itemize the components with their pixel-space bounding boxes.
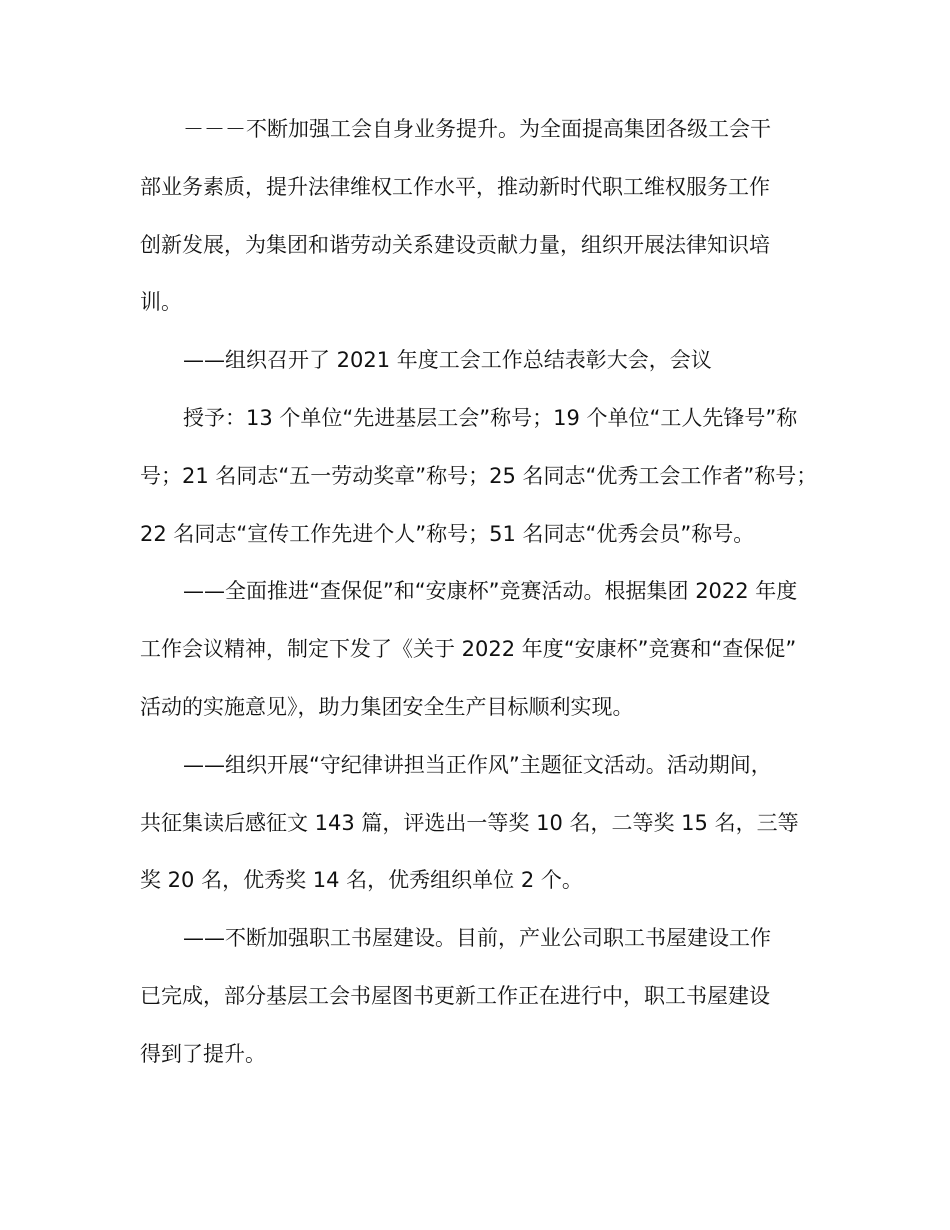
text-line-17: 得到了提升。 bbox=[140, 1041, 266, 1066]
text-line-3: 创新发展，为集团和谐劳动关系建设贡献力量，组织开展法律知识培 bbox=[140, 232, 770, 257]
text-line-14: 奖 20 名，优秀奖 14 名，优秀组织单位 2 个。 bbox=[140, 868, 583, 893]
text-line-15: ——不断加强职工书屋建设。目前，产业公司职工书屋建设工作 bbox=[183, 926, 771, 951]
text-line-13: 共征集读后感征文 143 篇，评选出一等奖 10 名，二等奖 15 名，三等 bbox=[140, 810, 799, 835]
text-line-6: 授予：13 个单位“先进基层工会”称号；19 个单位“工人先锋号”称 bbox=[183, 405, 798, 430]
text-line-9: ——全面推进“查保促”和“安康杯”竞赛活动。根据集团 2022 年度 bbox=[183, 579, 798, 604]
text-line-7: 号；21 名同志“五一劳动奖章”称号；25 名同志“优秀工会工作者”称号； bbox=[140, 463, 818, 488]
text-line-11: 活动的实施意见》，助力集团安全生产目标顺利实现。 bbox=[140, 694, 634, 719]
text-line-16: 已完成，部分基层工会书屋图书更新工作正在进行中，职工书屋建设 bbox=[140, 983, 770, 1008]
document-body bbox=[140, 107, 832, 1090]
text-line-1: －－－不断加强工会自身业务提升。为全面提高集团各级工会干 bbox=[183, 117, 771, 141]
text-line-12: ——组织开展“守纪律讲担当正作风”主题征文活动。活动期间， bbox=[183, 752, 772, 777]
text-line-5: ——组织召开了 2021 年度工会工作总结表彰大会，会议 bbox=[183, 348, 712, 373]
text-line-10: 工作会议精神，制定下发了《关于 2022 年度“安康杯”竞赛和“查保促” bbox=[140, 637, 797, 662]
text-line-2: 部业务素质，提升法律维权工作水平，推动新时代职工维权服务工作 bbox=[140, 174, 770, 199]
text-line-8: 22 名同志“宣传工作先进个人”称号；51 名同志“优秀会员”称号。 bbox=[140, 521, 755, 546]
text-line-4: 训。 bbox=[140, 290, 182, 315]
